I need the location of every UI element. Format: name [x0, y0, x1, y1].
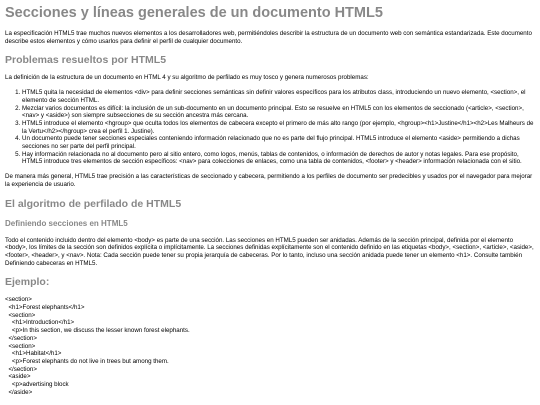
problems-outro-paragraph: De manera más general, HTML5 trae precisión a las características de seccionado y cabecera, permitiendo a los perfiles de documento ser predecibles y usados por el navegador para mejorar la experiencia de usuario. — [5, 173, 533, 188]
defining-sections-heading: Definiendo secciones en HTML5 — [5, 218, 128, 228]
example-heading: Ejemplo: — [5, 276, 50, 289]
example-code-block: <section> <h1>Forest elephants</h1> <section> <h1>Introduction</h1> <p>In this section, we discuss the lesser known forest elephants. </section> <section> <h1>Habitat</h1> <p>Forest elephants do not live in trees but among them. </section> <aside> <p>advertising block </aside> — [5, 296, 190, 396]
problems-list-item: 2. Mezclar varios documentos es difícil: la inclusión de un sub-documento en un documento principal. Esto se resuelve en HTML5 con los elementos de seccionado (<article>, <section>, <nav> y <aside>) son siempre subsecciones de su sección ancestra más cercana. — [22, 105, 535, 120]
problems-list — [5, 89, 535, 166]
algorithm-heading: El algoritmo de perfilado de HTML5 — [5, 197, 182, 210]
intro-paragraph: La especificación HTML5 trae muchos nuevos elementos a los desarrolladores web, permitiéndoles describir la estructura de un documento web con semántica estandarizada. Este documento describe estos elementos y cómo usarlos para definir el perfil de cualquier documento. — [5, 30, 532, 45]
problems-intro-paragraph: La definición de la estructura de un documento en HTML 4 y su algoritmo de perfilado es muy tosco y genera numerosos problemas: — [5, 74, 369, 82]
page-title: Secciones y líneas generales de un documento HTML5 — [5, 5, 383, 21]
problems-list-item: 4. Un documento puede tener secciones especiales conteniendo información relacionado que no es parte del flujo principal. HTML5 introduce el elemento <aside> permitiendo a dichas secciones no ser parte del perfil principal. — [22, 135, 535, 150]
defining-sections-paragraph: Todo el contenido incluido dentro del elemento <body> es parte de una sección. Las secciones en HTML5 pueden ser anidadas. Además de la sección principal, definida por el elemento <body>, los límites de la sección son definidos explícita o implícitamente. La secciones definidas explícitamente son el contenido definido en las etiquetas <body>, <section>, <article>, <aside>, <footer>, <header>, y <nav>. Nota: Cada sección puede tener su propia jerarquía de cabeceras. Por lo tanto, incluso una sección anidada puede tener un elemento <h1>. Consulte también Definiendo cabeceras en HTML5. — [5, 236, 534, 267]
problems-list-item: 3. HTML5 introduce el elemento <hgroup> que oculta todos los elementos de cabecera excepto el primero de más alto rango (por ejemplo, <hgroup><h1>Justine</h1><h2>Les Malheurs de la Vertu</h2></hgroup> crea el perfil 1. Justine). — [22, 120, 535, 135]
problems-list-item: 5. Hay información relacionada no al documento pero al sitio entero, como logos, menús, tablas de contenidos, o información de derechos de autor y notas legales. Para ese propósito, HTML5 introduce tres elementos de sección específicos: <nav> para colecciones de enlaces, como una tabla de contenidos, <footer> y <header> información relacionada con el sitio. — [22, 151, 535, 166]
problems-heading: Problemas resueltos por HTML5 — [5, 54, 167, 67]
problems-list-item: 1. HTML5 quita la necesidad de elementos <div> para definir secciones semánticas sin definir valores específicos para los atributos class, introduciendo un nuevo elemento, <section>, el elemento de sección HTML. — [22, 89, 535, 104]
